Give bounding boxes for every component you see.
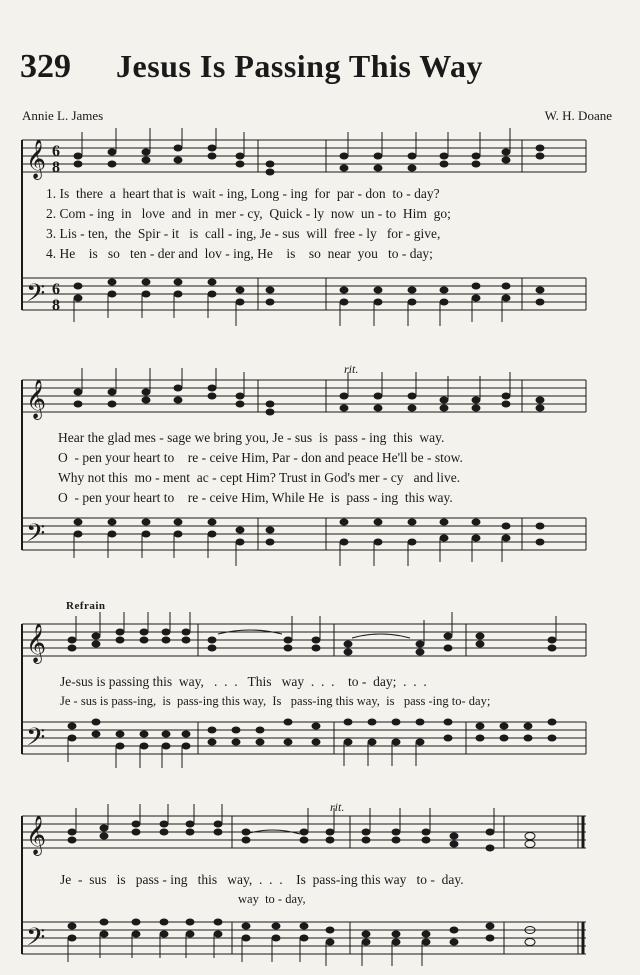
svg-text:𝄞: 𝄞 [26, 381, 47, 418]
hymn-title: Jesus Is Passing This Way [116, 48, 484, 84]
ritardando-marking: rit. [344, 362, 359, 376]
hymn-number: 329 [20, 48, 71, 85]
svg-text:6: 6 [52, 143, 60, 160]
svg-text:𝄞: 𝄞 [26, 817, 47, 854]
ritardando-marking: rit. [330, 800, 345, 814]
verse-line: 3. Lis - ten, the Spir - it is call - ing, Je - sus will free - ly for - give, [46, 226, 441, 241]
verse-line: Hear the glad mes - sage we bring you, Je - sus is pass - ing this way. [58, 430, 445, 445]
refrain-line: Je - sus is pass - ing this way, . . . Is pass-ing this way to - day. [60, 872, 464, 887]
staff-system-2 [0, 368, 640, 568]
svg-text:𝄞: 𝄞 [26, 625, 47, 662]
staff-system-3 [0, 612, 640, 772]
verse-line: 4. He is so ten - der and lov - ing, He is so near you to - day; [46, 246, 433, 261]
svg-text:𝄢: 𝄢 [26, 520, 46, 553]
verse-line: 1. Is there a heart that is wait - ing, Long - ing for par - don to - day? [46, 186, 440, 201]
svg-text:8: 8 [52, 159, 60, 176]
refrain-line: way to - day, [238, 892, 306, 906]
svg-text:𝄢: 𝄢 [26, 924, 46, 957]
verse-line: Why not this mo - ment ac - cept Him? Trust in God's mer - cy and live. [58, 470, 461, 485]
svg-text:8: 8 [52, 297, 60, 314]
svg-text:𝄞: 𝄞 [26, 141, 47, 178]
music-credit: W. H. Doane [544, 108, 612, 123]
svg-text:𝄢: 𝄢 [26, 280, 46, 313]
svg-text:𝄢: 𝄢 [26, 724, 46, 757]
hymn-header [20, 48, 620, 92]
staff-system-4 [0, 804, 640, 974]
refrain-line: Je - sus is pass-ing, is pass-ing this way, Is pass-ing this way, is pass -ing to- day; [60, 694, 491, 708]
refrain-line: Je-sus is passing this way, . . . This way . . . to - day; . . . [60, 674, 427, 689]
verse-line: O - pen your heart to re - ceive Him, Par - don and peace He'll be - stow. [58, 450, 463, 465]
verse-line: 2. Com - ing in love and in mer - cy, Quick - ly now un - to Him go; [46, 206, 451, 221]
words-credit: Annie L. James [22, 108, 104, 123]
refrain-label: Refrain [66, 600, 106, 612]
svg-text:6: 6 [52, 281, 60, 298]
verse-line: O - pen your heart to re - ceive Him, While He is pass - ing this way. [58, 490, 453, 505]
